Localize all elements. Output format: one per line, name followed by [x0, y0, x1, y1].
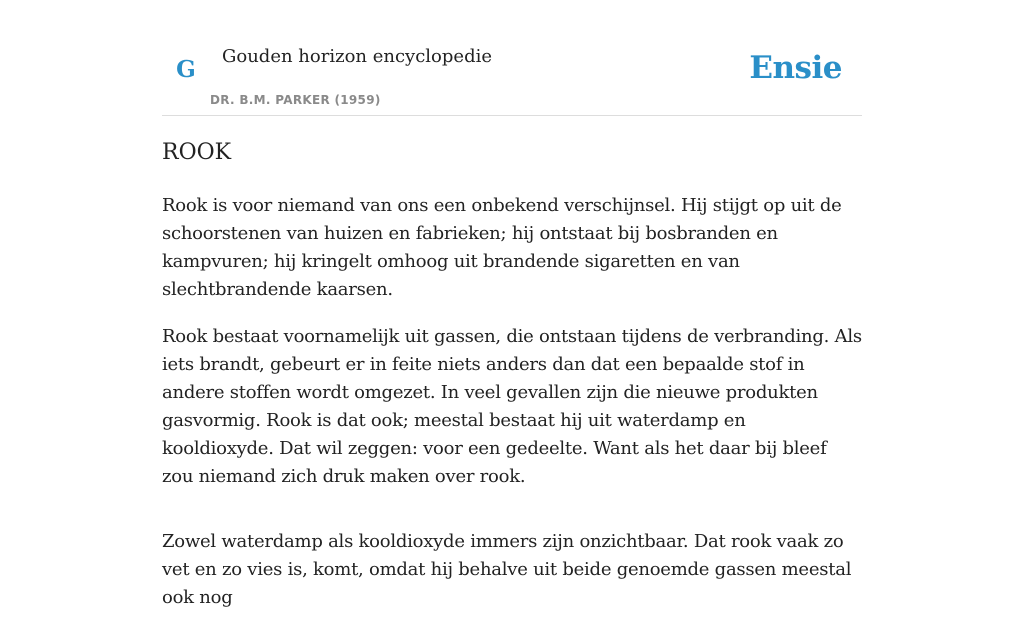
source-title[interactable]: Gouden horizon encyclopedie	[222, 46, 492, 67]
article-paragraph: Rook bestaat voornamelijk uit gassen, die ontstaan tijdens de verbranding. Als iets brandt, gebeurt er in feite niets anders dan dat een bepaalde stof in andere stoffen wordt omgezet. In veel gevallen zijn die nieuwe produkten gasvormig. Rook is dat ook; meestal bestaat hij uit waterdamp en kooldioxyde. Dat wil zeggen: voor een gedeelte. Want als het daar bij bleef zou niemand zich druk maken over rook.	[162, 326, 862, 487]
source-logo-icon[interactable]: G	[176, 56, 196, 83]
article-paragraph: Rook is voor niemand van ons een onbekend verschijnsel. Hij stijgt op uit de schoorstenen van huizen en fabrieken; hij ontstaat bij bosbranden en kampvuren; hij kringelt omhoog uit brandende sigaretten en van slechtbrandende kaarsen.	[162, 195, 842, 300]
source-header	[162, 32, 862, 116]
article-body	[162, 192, 862, 631]
entry-title: ROOK	[162, 140, 232, 165]
source-author: DR. B.M. PARKER (1959)	[210, 93, 381, 107]
brand-logo[interactable]: Ensie	[749, 50, 842, 86]
article-paragraph: Zowel waterdamp als kooldioxyde immers zijn onzichtbaar. Dat rook vaak zo vet en zo vies is, komt, omdat hij behalve uit beide genoemde gassen meestal ook nog	[162, 531, 852, 608]
